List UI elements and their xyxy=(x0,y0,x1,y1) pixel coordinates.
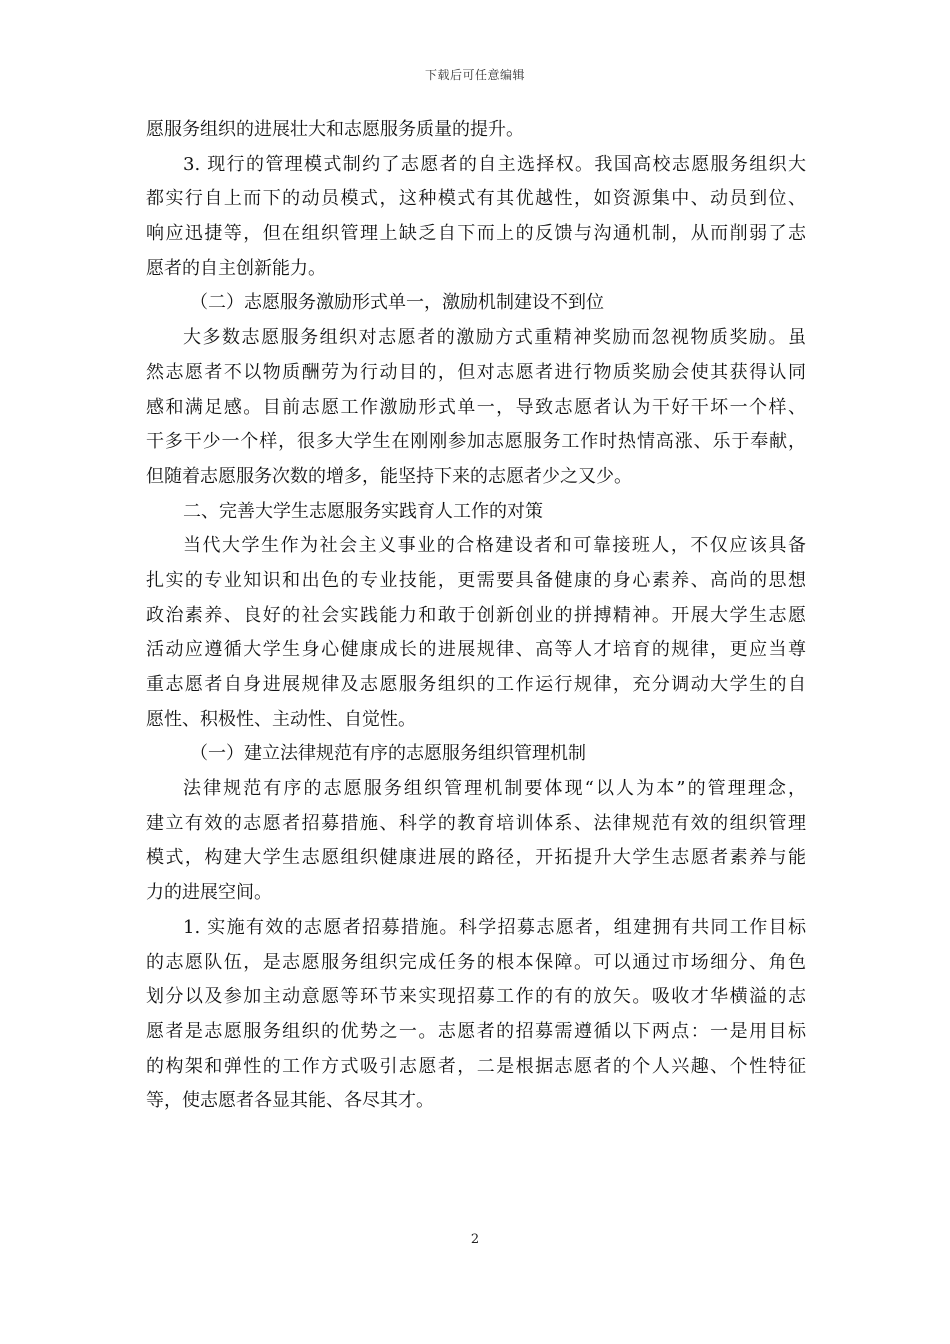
text-line: 愿服务组织的进展壮大和志愿服务质量的提升。 xyxy=(146,119,524,140)
text-line: 当代大学生作为社会主义事业的合格建设者和可靠接班人，不仅应该具备 xyxy=(183,535,806,557)
text-line: 重志愿者自身进展规律及志愿服务组织的工作运行规律，充分调动大学生的自 xyxy=(146,674,806,695)
text-line: 力的进展空间。 xyxy=(146,882,272,904)
text-line: 响应迅捷等，但在组织管理上缺乏自下而上的反馈与沟通机制，从而削弱了志 xyxy=(146,223,806,245)
text-line: 划分以及参加主动意愿等环节来实现招募工作的有的放矢。吸收才华横溢的志 xyxy=(146,986,806,1008)
text-line: 建立有效的志愿者招募措施、科学的教育培训体系、法律规范有效的组织管理 xyxy=(146,812,806,834)
page-number: 2 xyxy=(470,1232,480,1247)
text-line: 二、完善大学生志愿服务实践育人工作的对策 xyxy=(183,500,543,522)
text-line: 政治素养、良好的社会实践能力和敢于创新创业的拼搏精神。开展大学生志愿 xyxy=(146,604,806,626)
text-line: （一）建立法律规范有序的志愿服务组织管理机制 xyxy=(190,743,586,765)
text-line: 但随着志愿服务次数的增多，能坚持下来的志愿者少之又少。 xyxy=(146,465,632,487)
text-line: 干多干少一个样，很多大学生在刚刚参加志愿服务工作时热情高涨、乐于奉献， xyxy=(146,431,806,453)
text-line: 愿者是志愿服务组织的优势之一。志愿者的招募需遵循以下两点：一是用目标 xyxy=(146,1020,806,1042)
document-body xyxy=(146,113,806,1119)
text-line: 等，使志愿者各显其能、各尽其才。 xyxy=(146,1090,434,1112)
text-line: 3. 现行的管理模式制约了志愿者的自主选择权。我国高校志愿服务组织大 xyxy=(183,153,806,175)
text-line: 都实行自上而下的动员模式，这种模式有其优越性，如资源集中、动员到位、 xyxy=(146,188,806,210)
text-line: 感和满足感。目前志愿工作激励形式单一，导致志愿者认为干好干坏一个样、 xyxy=(146,396,806,418)
text-line: （二）志愿服务激励形式单一，激励机制建设不到位 xyxy=(190,292,604,314)
text-line: 模式，构建大学生志愿组织健康进展的路径，开拓提升大学生志愿者素养与能 xyxy=(146,847,806,869)
text-line: 扎实的专业知识和出色的专业技能，更需要具备健康的身心素养、高尚的思想 xyxy=(146,569,806,591)
page-header: 下载后可任意编辑 xyxy=(424,68,525,82)
text-line: 愿者的自主创新能力。 xyxy=(146,257,326,279)
text-line: 的构架和弹性的工作方式吸引志愿者，二是根据志愿者的个人兴趣、个性特征 xyxy=(146,1055,806,1077)
text-line: 愿性、积极性、主动性、自觉性。 xyxy=(146,708,416,730)
text-line: 活动应遵循大学生身心健康成长的进展规律、高等人才培育的规律，更应当尊 xyxy=(146,639,806,661)
text-line: 的志愿队伍，是志愿服务组织完成任务的根本保障。可以通过市场细分、角色 xyxy=(146,951,806,973)
text-line: 然志愿者不以物质酬劳为行动目的，但对志愿者进行物质奖励会使其获得认同 xyxy=(146,361,806,383)
text-line: 1. 实施有效的志愿者招募措施。科学招募志愿者，组建拥有共同工作目标 xyxy=(183,916,806,938)
text-line: 大多数志愿服务组织对志愿者的激励方式重精神奖励而忽视物质奖励。虽 xyxy=(183,327,806,349)
text-line: 法律规范有序的志愿服务组织管理机制要体现“以人为本”的管理理念， xyxy=(183,778,806,800)
